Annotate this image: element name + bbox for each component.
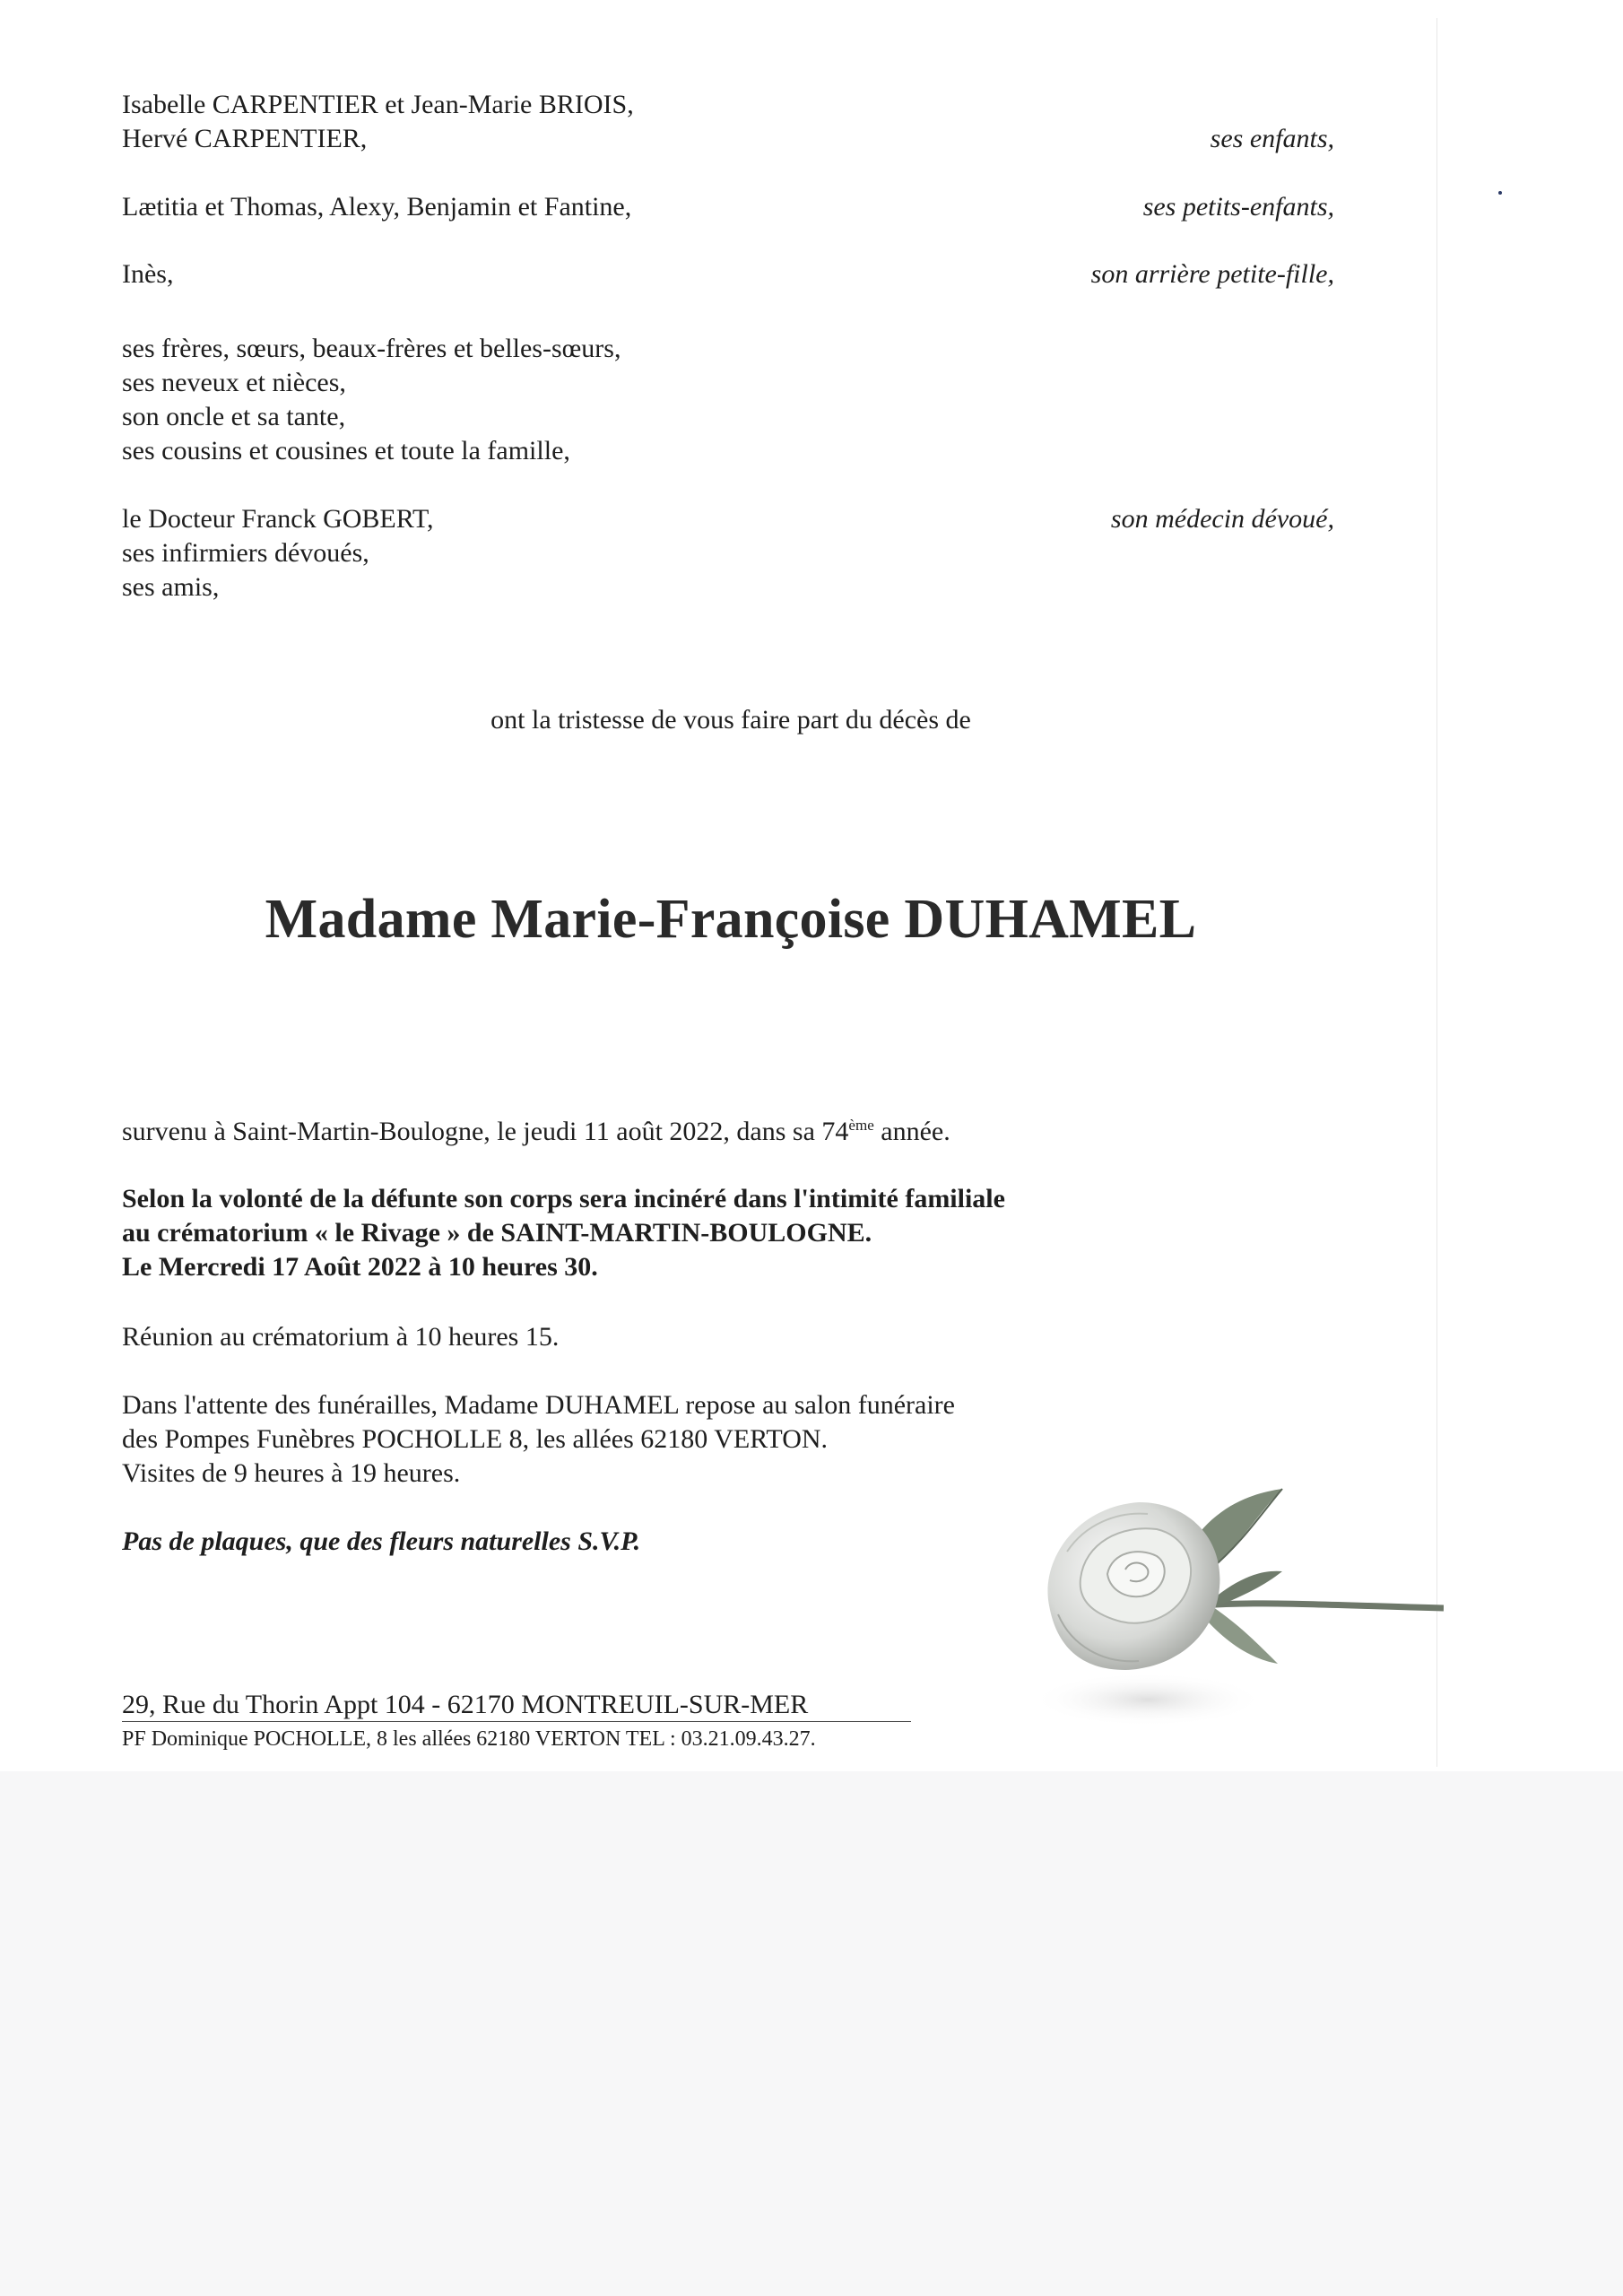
announcement-text: ont la tristesse de vous faire part du décès de: [490, 705, 971, 735]
children-role: ses enfants,: [1210, 124, 1334, 153]
grandchildren-names: Lætitia et Thomas, Alexy, Benjamin et Fantine,: [122, 192, 632, 222]
death-notice: [122, 1115, 950, 1149]
ceremony-line-3: Le Mercredi 17 Août 2022 à 10 heures 30.: [122, 1252, 598, 1282]
white-rose-image: [1031, 1471, 1444, 1740]
page-bottom-margin: [0, 1771, 1623, 2296]
children-name-1: Isabelle CARPENTIER et Jean-Marie BRIOIS,: [122, 90, 634, 119]
death-notice-text: survenu à Saint-Martin-Boulogne, le jeudi 11 août 2022, dans sa 74: [122, 1117, 849, 1146]
flowers-note: Pas de plaques, que des fleurs naturelles S.V.P.: [122, 1526, 641, 1556]
funeral-home-text: PF Dominique POCHOLLE, 8 les allées 62180 VERTON TEL : 03.21.09.43.27.: [122, 1727, 816, 1751]
nurses-line: ses infirmiers dévoués,: [122, 538, 369, 568]
ordinal-suffix: ème: [848, 1117, 874, 1134]
relatives-line-1: ses frères, sœurs, beaux-frères et belles-sœurs,: [122, 334, 621, 363]
great-granddaughter-name: Inès,: [122, 259, 174, 289]
ceremony-line-2: au crématorium « le Rivage » de SAINT-MARTIN-BOULOGNE.: [122, 1218, 872, 1248]
doctor-name: le Docteur Franck GOBERT,: [122, 504, 434, 534]
grandchildren-role: ses petits-enfants,: [1142, 192, 1334, 222]
relatives-line-2: ses neveux et nièces,: [122, 368, 346, 397]
meeting-text: Réunion au crématorium à 10 heures 15.: [122, 1322, 560, 1352]
relatives-line-4: ses cousins et cousines et toute la famille,: [122, 436, 570, 465]
friends-line: ses amis,: [122, 572, 220, 602]
doctor-role: son médecin dévoué,: [1110, 504, 1334, 534]
death-notice-end: année.: [873, 1117, 950, 1146]
great-granddaughter-role: son arrière petite-fille,: [1090, 259, 1334, 289]
viewing-line-2: des Pompes Funèbres POCHOLLE 8, les allées 62180 VERTON.: [122, 1424, 829, 1454]
viewing-line-1: Dans l'attente des funérailles, Madame DUHAMEL repose au salon funéraire: [122, 1390, 955, 1420]
viewing-line-3: Visites de 9 heures à 19 heures.: [122, 1458, 461, 1488]
children-name-2: Hervé CARPENTIER,: [122, 124, 368, 153]
ceremony-line-1: Selon la volonté de la défunte son corps sera incinéré dans l'intimité familiale: [122, 1184, 1005, 1213]
scan-speck: [1498, 191, 1502, 195]
address-text: 29, Rue du Thorin Appt 104 - 62170 MONTREUIL-SUR-MER: [122, 1690, 809, 1719]
deceased-name: Madame Marie-Françoise DUHAMEL: [265, 889, 1197, 950]
relatives-line-3: son oncle et sa tante,: [122, 402, 346, 431]
address-underline: [122, 1721, 911, 1722]
